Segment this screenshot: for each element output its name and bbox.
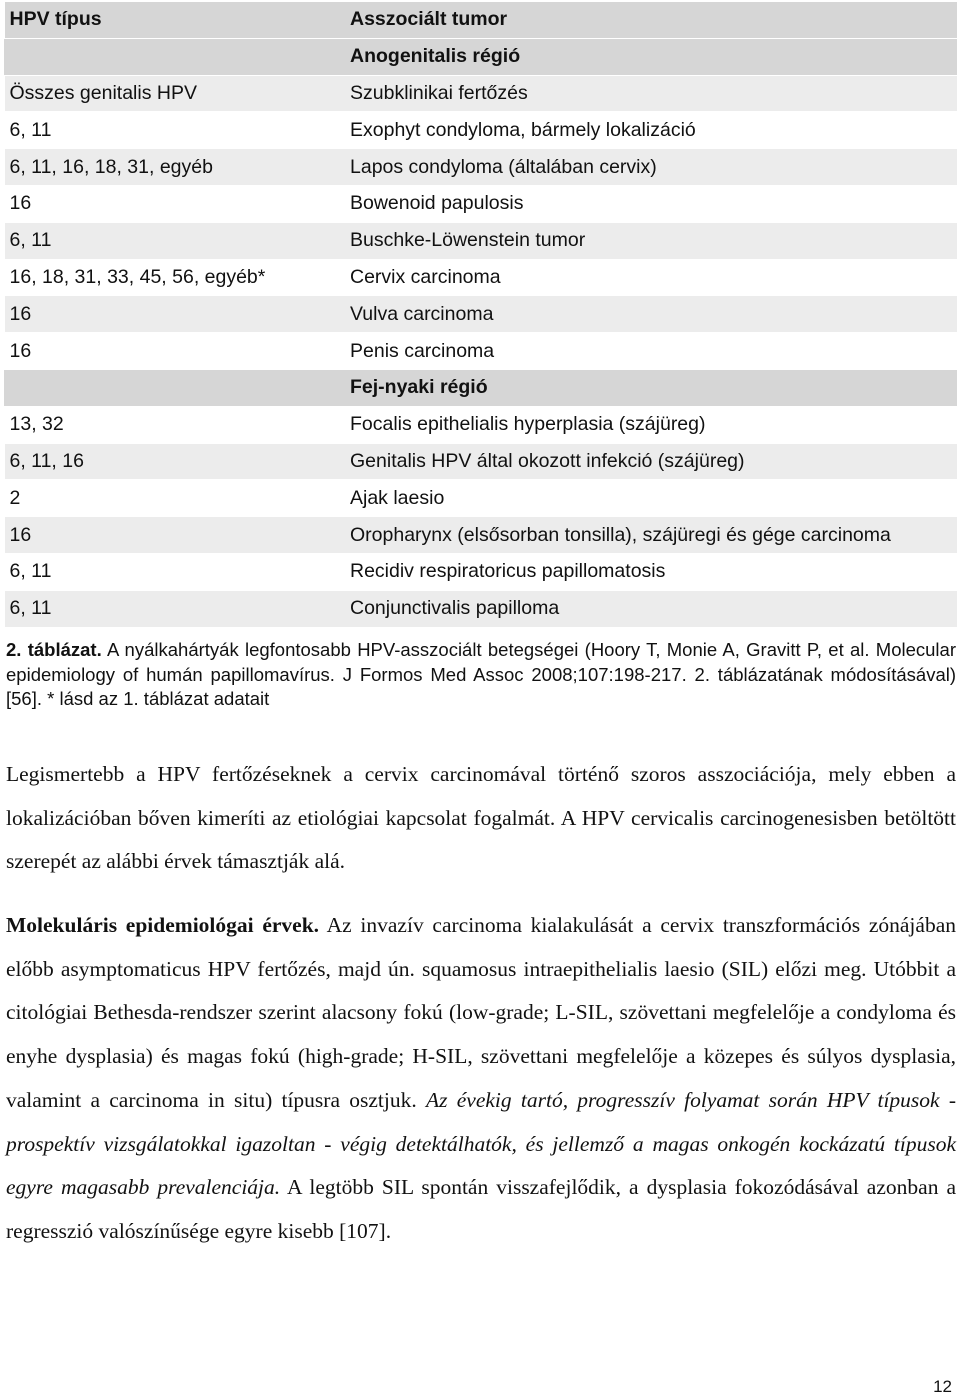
- hpv-type-cell: [5, 38, 344, 75]
- hpv-type-cell: 16, 18, 31, 33, 45, 56, egyéb*: [5, 259, 344, 296]
- tumor-cell: Focalis epithelialis hyperplasia (szájüreg): [343, 406, 957, 443]
- tumor-cell: Conjunctivalis papilloma: [343, 590, 957, 627]
- region-heading-cell: Fej-nyaki régió: [343, 369, 957, 406]
- hpv-type-cell: [5, 369, 344, 406]
- table-row: [5, 517, 958, 554]
- tumor-cell: Vulva carcinoma: [343, 296, 957, 333]
- table-row: [5, 553, 958, 590]
- tumor-cell: Bowenoid papulosis: [343, 185, 957, 222]
- table-row: [5, 222, 958, 259]
- hpv-type-cell: 6, 11: [5, 222, 344, 259]
- hpv-type-cell: 16: [5, 185, 344, 222]
- tumor-cell: Penis carcinoma: [343, 333, 957, 370]
- hpv-type-cell: 6, 11, 16, 18, 31, egyéb: [5, 149, 344, 186]
- table-row: [5, 259, 958, 296]
- hpv-type-cell: 16: [5, 296, 344, 333]
- header-hpv-type: HPV típus: [5, 2, 344, 38]
- table-row: [5, 480, 958, 517]
- paragraph-2-text-2: A legtöbb SIL spontán visszafejlődik, a dysplasia fokozódásával azonban a regresszió valószínűsége egyre kisebb [107].: [6, 1175, 956, 1243]
- table-section-row: [5, 369, 958, 406]
- table-row: [5, 406, 958, 443]
- header-associated-tumor: Asszociált tumor: [343, 2, 957, 38]
- region-heading-cell: Anogenitalis régió: [343, 38, 957, 75]
- table-row: [5, 185, 958, 222]
- hpv-type-cell: 2: [5, 480, 344, 517]
- hpv-type-cell: 6, 11, 16: [5, 443, 344, 480]
- table-row: [5, 112, 958, 149]
- paragraph-2-lead: Molekuláris epidemiológai érvek.: [6, 913, 320, 937]
- hpv-table: [4, 2, 957, 628]
- tumor-cell: Cervix carcinoma: [343, 259, 957, 296]
- table-row: [5, 590, 958, 627]
- tumor-cell: Buschke-Löwenstein tumor: [343, 222, 957, 259]
- table-section-row: [5, 38, 958, 75]
- paragraph-2-italic: Az évekig tartó, progresszív folyamat során HPV típusok - prospektív vizsgálatokkal igazoltan - végig detektálhatók, és jellemző a magas onkogén kockázatú típusok egyre magasabb prevalenciája.: [6, 1087, 956, 1200]
- caption-label: 2. táblázat.: [6, 639, 102, 660]
- page-number: 12: [933, 1377, 952, 1396]
- tumor-cell: Recidiv respiratoricus papillomatosis: [343, 553, 957, 590]
- table-row: [5, 333, 958, 370]
- tumor-cell: Genitalis HPV által okozott infekció (szájüreg): [343, 443, 957, 480]
- tumor-cell: Ajak laesio: [343, 480, 957, 517]
- table-row: [5, 296, 958, 333]
- hpv-type-cell: 16: [5, 333, 344, 370]
- tumor-cell: Oropharynx (elsősorban tonsilla), szájüregi és gége carcinoma: [343, 517, 957, 554]
- table-row: [5, 75, 958, 112]
- tumor-cell: Szubklinikai fertőzés: [343, 75, 957, 112]
- table-row: [5, 443, 958, 480]
- paragraph-2: [6, 904, 956, 1254]
- tumor-cell: Lapos condyloma (általában cervix): [343, 149, 957, 186]
- table-body: [5, 2, 958, 627]
- hpv-type-cell: 13, 32: [5, 406, 344, 443]
- caption-text: A nyálkahártyák legfontosabb HPV-asszociált betegségei (Hoory T, Monie A, Gravitt P, et al. Molecular epidemiology of humán papillomavírus. J Formos Med Assoc 2008;107:198-217. 2. táblázatának módosításával) [56]. * lásd az 1. táblázat adatait: [6, 639, 956, 709]
- paragraph-2-text-1: Az invazív carcinoma kialakulását a cervix transzformációs zónájában előbb asymptomaticus HPV fertőzés, majd ún. squamosus intraepithelialis laesio (SIL) előzi meg. Utóbbit a citológiai Bethesda-rendszer szerint alacsony fokú (low-grade; L-SIL, szövettani megfelelője a condyloma és enyhe dysplasia) és magas fokú (high-grade; H-SIL, szövettani megfelelője a közepes és súlyos dysplasia, valamint a carcinoma in situ) típusra osztjuk.: [6, 913, 956, 1112]
- paragraph-1: Legismertebb a HPV fertőzéseknek a cervix carcinomával történő szoros asszociációja, mely ebben a lokalizációban bőven kimeríti az etiológiai kapcsolat fogalmát. A HPV cervicalis carcinogenesisben betöltött szerepét az alábbi érvek támasztják alá.: [6, 762, 956, 874]
- hpv-type-cell: 6, 11: [5, 112, 344, 149]
- hpv-type-cell: 6, 11: [5, 590, 344, 627]
- hpv-type-cell: Összes genitalis HPV: [5, 75, 344, 112]
- table-caption: [6, 638, 956, 712]
- table-row: [5, 149, 958, 186]
- tumor-cell: Exophyt condyloma, bármely lokalizáció: [343, 112, 957, 149]
- hpv-type-cell: 6, 11: [5, 553, 344, 590]
- hpv-type-cell: 16: [5, 517, 344, 554]
- table-header-row: [5, 2, 958, 38]
